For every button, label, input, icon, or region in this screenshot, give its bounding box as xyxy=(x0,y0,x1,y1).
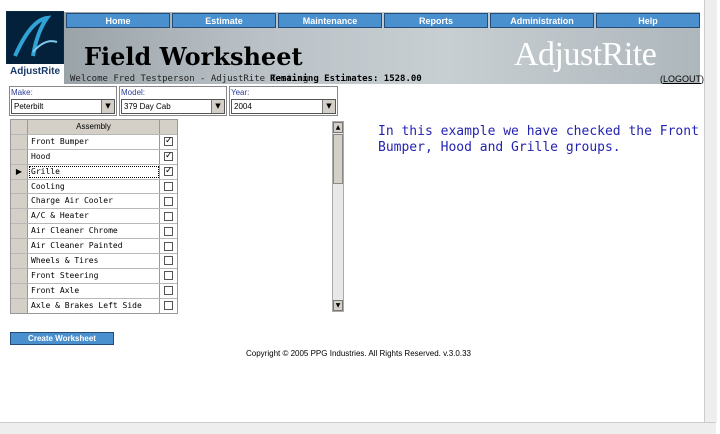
row-selector[interactable] xyxy=(11,254,28,268)
page-title: Field Worksheet xyxy=(84,42,303,71)
checkbox-cell xyxy=(160,180,177,194)
year-value: 2004 xyxy=(234,102,252,111)
assembly-name: Charge Air Cooler xyxy=(28,194,160,208)
nav-reports-button[interactable]: Reports xyxy=(384,13,488,28)
scroll-down-icon[interactable]: ▼ xyxy=(333,300,343,311)
table-row[interactable] xyxy=(11,284,177,299)
row-selector[interactable] xyxy=(11,269,28,283)
nav-home-button[interactable]: Home xyxy=(66,13,170,28)
checkbox-cell xyxy=(160,194,177,208)
nav-administration-button[interactable]: Administration xyxy=(490,13,594,28)
remaining-estimates: Remaining Estimates: 1528.00 xyxy=(270,74,422,84)
row-selector[interactable] xyxy=(11,299,28,313)
checkbox-cell xyxy=(160,299,177,313)
table-row[interactable] xyxy=(11,135,177,150)
table-row[interactable] xyxy=(11,254,177,269)
table-row[interactable] xyxy=(11,150,177,165)
assembly-checkbox[interactable] xyxy=(164,197,173,206)
assembly-checkbox[interactable]: ✓ xyxy=(165,166,173,177)
main-nav xyxy=(66,13,700,28)
row-selector[interactable] xyxy=(11,150,28,164)
row-selector[interactable] xyxy=(11,209,28,223)
make-label: Make: xyxy=(11,88,33,97)
table-row[interactable] xyxy=(11,194,177,209)
table-row[interactable] xyxy=(11,299,177,314)
checkbox-cell xyxy=(160,165,177,179)
checkbox-cell xyxy=(160,269,177,283)
checkbox-cell xyxy=(160,254,177,268)
brand-wordmark: AdjustRite xyxy=(514,36,657,73)
assembly-name: A/C & Heater xyxy=(28,209,160,223)
year-select-group xyxy=(229,86,338,116)
make-select-group xyxy=(9,86,117,116)
assembly-checkbox[interactable] xyxy=(164,256,173,265)
page-horizontal-scrollbar[interactable] xyxy=(0,422,716,434)
checkbox-cell xyxy=(160,209,177,223)
chevron-down-icon[interactable]: ▼ xyxy=(101,100,114,113)
grid-body xyxy=(11,135,177,314)
model-value: 379 Day Cab xyxy=(124,102,171,111)
year-label: Year: xyxy=(231,88,250,97)
row-pointer-icon[interactable]: ▶ xyxy=(11,165,28,179)
nav-estimate-button[interactable]: Estimate xyxy=(172,13,276,28)
make-value: Peterbilt xyxy=(14,102,44,111)
checkbox-cell xyxy=(160,224,177,238)
assembly-name: Grille xyxy=(28,165,160,179)
example-note: In this example we have checked the Front Bumper, Hood and Grille groups. xyxy=(378,124,699,155)
assembly-name: Air Cleaner Chrome xyxy=(28,224,160,238)
row-selector[interactable] xyxy=(11,135,28,149)
assembly-checkbox[interactable] xyxy=(164,286,173,295)
assembly-checkbox[interactable]: ✓ xyxy=(165,151,173,162)
logo-text: AdjustRite xyxy=(6,64,64,80)
welcome-text: Welcome Fred Testperson - AdjustRite Testing xyxy=(70,74,309,84)
assembly-name: Air Cleaner Painted xyxy=(28,239,160,253)
grid-scrollbar[interactable] xyxy=(332,121,344,312)
year-select[interactable] xyxy=(231,99,336,114)
check-column-header xyxy=(160,120,177,134)
assembly-checkbox[interactable] xyxy=(164,271,173,280)
checkbox-cell xyxy=(160,284,177,298)
logout-link[interactable]: (LOGOUT) xyxy=(660,74,705,84)
checkbox-cell xyxy=(160,150,177,164)
model-select[interactable] xyxy=(121,99,225,114)
assembly-name: Front Bumper xyxy=(28,135,160,149)
assembly-checkbox[interactable] xyxy=(164,227,173,236)
row-selector[interactable] xyxy=(11,224,28,238)
row-selector[interactable] xyxy=(11,284,28,298)
chevron-down-icon[interactable]: ▼ xyxy=(211,100,224,113)
model-label: Model: xyxy=(121,88,146,97)
assembly-checkbox[interactable]: ✓ xyxy=(165,136,173,147)
table-row[interactable] xyxy=(11,224,177,239)
row-selector[interactable] xyxy=(11,194,28,208)
copyright-text: Copyright © 2005 PPG Industries. All Rights Reserved. v.3.0.33 xyxy=(246,349,471,358)
assembly-name: Wheels & Tires xyxy=(28,254,160,268)
model-select-group xyxy=(119,86,227,116)
table-row[interactable] xyxy=(11,269,177,284)
checkbox-cell xyxy=(160,135,177,149)
table-row[interactable] xyxy=(11,239,177,254)
table-row[interactable] xyxy=(11,165,177,180)
assembly-checkbox[interactable] xyxy=(164,182,173,191)
assembly-checkbox[interactable] xyxy=(164,242,173,251)
checkbox-cell xyxy=(160,239,177,253)
page-vertical-scrollbar[interactable] xyxy=(704,0,717,422)
assembly-name: Front Axle xyxy=(28,284,160,298)
make-select[interactable] xyxy=(11,99,115,114)
assembly-name: Hood xyxy=(28,150,160,164)
chevron-down-icon[interactable]: ▼ xyxy=(322,100,335,113)
logo-swoosh-icon xyxy=(7,12,63,64)
grid-header-row xyxy=(11,120,177,135)
create-worksheet-button[interactable]: Create Worksheet xyxy=(10,332,114,345)
scroll-thumb[interactable] xyxy=(333,134,343,184)
assembly-name: Axle & Brakes Left Side xyxy=(28,299,160,313)
assembly-column-header: Assembly xyxy=(28,120,160,134)
row-selector[interactable] xyxy=(11,239,28,253)
logout-label[interactable]: LOGOUT xyxy=(663,74,702,84)
assembly-grid xyxy=(10,119,178,314)
table-row[interactable] xyxy=(11,209,177,224)
grid-header-corner xyxy=(11,120,28,134)
scroll-up-icon[interactable]: ▲ xyxy=(333,122,343,133)
assembly-name: Cooling xyxy=(28,180,160,194)
assembly-checkbox[interactable] xyxy=(164,212,173,221)
nav-help-button[interactable]: Help xyxy=(596,13,700,28)
table-row[interactable] xyxy=(11,180,177,195)
assembly-name: Front Steering xyxy=(28,269,160,283)
assembly-checkbox[interactable] xyxy=(164,301,173,310)
row-selector[interactable] xyxy=(11,180,28,194)
nav-maintenance-button[interactable]: Maintenance xyxy=(278,13,382,28)
